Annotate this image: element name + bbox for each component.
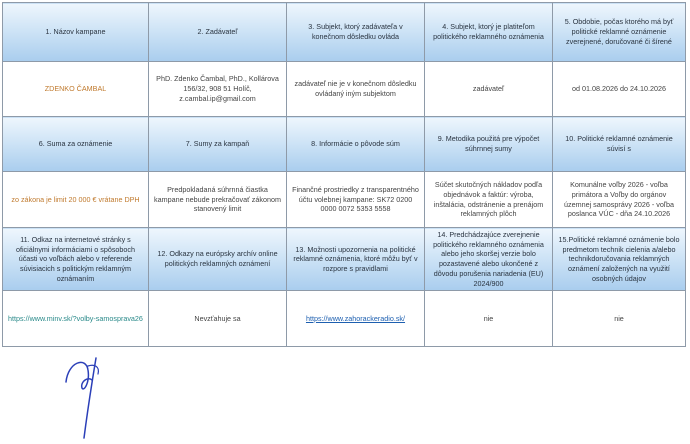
official-info-link[interactable]: https://www.minv.sk/?volby-samosprava26 xyxy=(3,291,149,347)
methodology-value: Súčet skutočných nákladov podľa objednávok a faktúr: výroba, inštalácia, odstránenie a prenájom reklamných plôch xyxy=(425,172,553,228)
header-methodology: 9. Metodika použitá pre výpočet súhrnnej sumy xyxy=(425,117,553,172)
campaign-name-value: ZDENKO ČAMBAL xyxy=(3,62,149,117)
header-related-to: 10. Politické reklamné oznámenie súvisí s xyxy=(553,117,686,172)
handwritten-signature xyxy=(58,352,118,440)
value-row-2 xyxy=(3,172,686,228)
controlling-entity-value: zadávateľ nie je v konečnom dôsledku ovládaný iným subjektom xyxy=(287,62,425,117)
ad-amount-value: zo zákona je limit 20 000 € vrátane DPH xyxy=(3,172,149,228)
header-sponsor: 2. Zadávateľ xyxy=(149,3,287,62)
header-official-info-link: 11. Odkaz na internetové stránky s oficiálnymi informáciami o spôsoboch účasti vo voľbách alebo v referende súvisiacich s politickým reklamným oznámaním xyxy=(3,228,149,291)
header-previous-suspension: 14. Predchádzajúce zverejnenie politického reklamného oznámenia alebo jeho skoršej verzie bolo pozastavené alebo ukončené z dôvodu porušenia nariadenia (EU) 2024/900 xyxy=(425,228,553,291)
header-controlling-entity: 3. Subjekt, ktorý zadávateľa v konečnom dôsledku ovláda xyxy=(287,3,425,62)
header-period: 5. Obdobie, počas ktorého má byť politické reklamné oznámenie zverejnené, doručované či šírené xyxy=(553,3,686,62)
sponsor-value: PhD. Zdenko Čambal, PhD., Kollárova 156/32, 908 51 Holíč, z.cambal.ip@gmail.com xyxy=(149,62,287,117)
value-row-3 xyxy=(3,291,686,347)
payer-value: zadávateľ xyxy=(425,62,553,117)
campaign-amounts-value: Predpokladaná súhrnná čiastka kampane nebude prekračovať zákonom stanovený limit xyxy=(149,172,287,228)
value-row-1 xyxy=(3,62,686,117)
header-row-2 xyxy=(3,117,686,172)
eu-archive-value: Nevzťahuje sa xyxy=(149,291,287,347)
header-row-1 xyxy=(3,3,686,62)
header-ad-amount: 6. Suma za oznámenie xyxy=(3,117,149,172)
targeting-techniques-value: nie xyxy=(553,291,686,347)
previous-suspension-value: nie xyxy=(425,291,553,347)
report-link[interactable]: https://www.zahorackeradio.sk/ xyxy=(287,291,425,347)
political-ad-info-table xyxy=(2,2,686,347)
funds-origin-value: Finančné prostriedky z transparentného účtu volebnej kampane: SK72 0200 0000 0072 5353 5558 xyxy=(287,172,425,228)
header-eu-archive-link: 12. Odkazy na európsky archív online politických reklamných oznámení xyxy=(149,228,287,291)
period-value: od 01.08.2026 do 24.10.2026 xyxy=(553,62,686,117)
header-funds-origin: 8. Informácie o pôvode súm xyxy=(287,117,425,172)
related-to-value: Komunálne voľby 2026 - voľba primátora a Voľby do orgánov územnej samosprávy 2026 - voľba poslanca VÚC - dňa 24.10.2026 xyxy=(553,172,686,228)
header-campaign-amounts: 7. Sumy za kampaň xyxy=(149,117,287,172)
header-payer: 4. Subjekt, ktorý je platiteľom politického reklamného oznámenia xyxy=(425,3,553,62)
header-report-options: 13. Možnosti upozornenia na politické reklamné oznámenia, ktoré môžu byť v rozpore s pravidlami xyxy=(287,228,425,291)
header-row-3 xyxy=(3,228,686,291)
header-targeting-techniques: 15.Politické reklamné oznámenie bolo predmetom technik cielenia a/alebo technikdoručovania reklamných oznámení založených na využití osobných údajov xyxy=(553,228,686,291)
header-campaign-name: 1. Názov kampane xyxy=(3,3,149,62)
